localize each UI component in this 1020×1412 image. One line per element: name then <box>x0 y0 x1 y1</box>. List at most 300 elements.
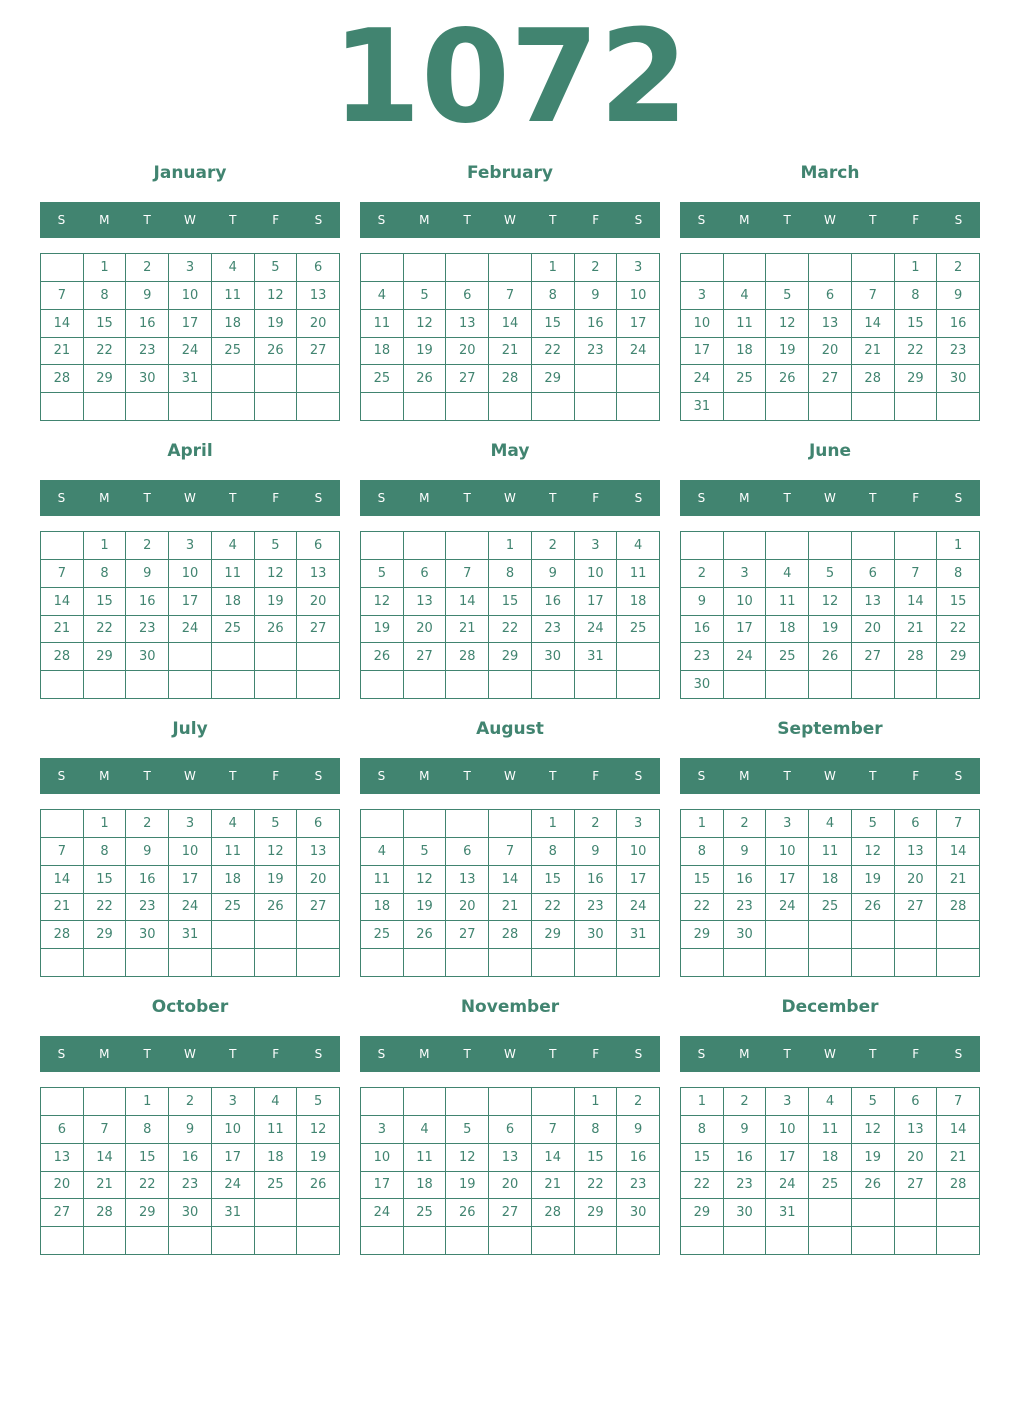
day-cell: 30 <box>169 1199 212 1227</box>
day-cell: 22 <box>895 338 938 366</box>
day-cell: 7 <box>84 1116 127 1144</box>
empty-day-cell <box>852 921 895 949</box>
day-grid <box>360 253 660 421</box>
day-cell: 10 <box>575 560 618 588</box>
day-cell: 27 <box>446 921 489 949</box>
month-name: November <box>460 997 560 1017</box>
day-cell: 18 <box>766 616 809 644</box>
day-cell: 11 <box>766 588 809 616</box>
day-cell: 29 <box>489 643 532 671</box>
day-grid <box>40 531 340 699</box>
day-cell: 22 <box>575 1172 618 1200</box>
day-cell: 22 <box>681 894 724 922</box>
weekday-label: M <box>419 213 430 227</box>
empty-day-cell <box>297 365 340 393</box>
weekday-label: T <box>463 1047 471 1061</box>
day-cell: 20 <box>41 1172 84 1200</box>
day-cell: 27 <box>297 616 340 644</box>
day-cell: 12 <box>255 838 298 866</box>
day-grid <box>40 253 340 421</box>
day-cell: 28 <box>446 643 489 671</box>
month-name: July <box>172 719 208 739</box>
day-cell: 1 <box>937 532 980 560</box>
weekday-header <box>680 758 980 794</box>
day-cell: 27 <box>489 1199 532 1227</box>
day-cell: 23 <box>724 894 767 922</box>
day-cell: 23 <box>126 338 169 366</box>
day-cell: 24 <box>617 338 660 366</box>
day-cell: 17 <box>766 866 809 894</box>
day-cell: 28 <box>41 643 84 671</box>
day-cell: 30 <box>532 643 575 671</box>
day-cell: 25 <box>212 894 255 922</box>
day-cell: 5 <box>255 810 298 838</box>
day-cell: 28 <box>41 921 84 949</box>
weekday-label: M <box>419 769 430 783</box>
weekday-label: W <box>184 1047 196 1061</box>
day-cell: 1 <box>532 810 575 838</box>
day-cell: 14 <box>84 1144 127 1172</box>
day-cell: 19 <box>766 338 809 366</box>
weekday-label: T <box>143 769 151 783</box>
weekday-label: F <box>912 213 920 227</box>
empty-day-cell <box>446 671 489 699</box>
day-cell: 17 <box>169 588 212 616</box>
day-cell: 27 <box>404 643 447 671</box>
day-cell: 4 <box>617 532 660 560</box>
day-cell: 14 <box>41 310 84 338</box>
day-cell: 11 <box>361 866 404 894</box>
day-cell: 6 <box>41 1116 84 1144</box>
weekday-label: T <box>229 491 237 505</box>
day-cell: 19 <box>404 894 447 922</box>
empty-day-cell <box>489 810 532 838</box>
day-cell: 3 <box>766 1088 809 1116</box>
empty-day-cell <box>297 921 340 949</box>
day-cell: 30 <box>617 1199 660 1227</box>
day-cell: 9 <box>681 588 724 616</box>
day-cell: 16 <box>532 588 575 616</box>
day-cell: 10 <box>617 282 660 310</box>
empty-day-cell <box>681 254 724 282</box>
empty-day-cell <box>895 1227 938 1255</box>
weekday-label: T <box>869 1047 877 1061</box>
day-cell: 3 <box>169 254 212 282</box>
day-cell: 18 <box>361 894 404 922</box>
day-cell: 23 <box>617 1172 660 1200</box>
day-cell: 9 <box>617 1116 660 1144</box>
empty-day-cell <box>446 532 489 560</box>
day-cell: 14 <box>937 1116 980 1144</box>
weekday-header <box>360 202 660 238</box>
day-cell: 8 <box>532 838 575 866</box>
empty-day-cell <box>809 921 852 949</box>
month-name: August <box>476 719 544 739</box>
empty-day-cell <box>489 1227 532 1255</box>
day-cell: 5 <box>255 254 298 282</box>
weekday-header <box>680 480 980 516</box>
day-cell: 21 <box>41 338 84 366</box>
day-cell: 7 <box>446 560 489 588</box>
weekday-label: F <box>272 491 280 505</box>
day-cell: 28 <box>41 365 84 393</box>
empty-day-cell <box>937 393 980 421</box>
weekday-label: F <box>592 769 600 783</box>
day-cell: 19 <box>852 866 895 894</box>
weekday-label: W <box>184 213 196 227</box>
day-cell: 12 <box>297 1116 340 1144</box>
day-cell: 10 <box>766 1116 809 1144</box>
day-cell: 17 <box>212 1144 255 1172</box>
day-cell: 21 <box>489 894 532 922</box>
day-cell: 2 <box>681 560 724 588</box>
day-cell: 6 <box>489 1116 532 1144</box>
day-cell: 13 <box>852 588 895 616</box>
day-cell: 24 <box>681 365 724 393</box>
weekday-label: W <box>184 769 196 783</box>
weekday-label: F <box>912 491 920 505</box>
day-cell: 6 <box>297 810 340 838</box>
weekday-label: S <box>377 769 386 783</box>
weekday-header <box>40 1036 340 1072</box>
day-cell: 6 <box>852 560 895 588</box>
empty-day-cell <box>766 393 809 421</box>
day-cell: 27 <box>446 365 489 393</box>
day-cell: 4 <box>212 810 255 838</box>
empty-day-cell <box>126 1227 169 1255</box>
day-cell: 12 <box>404 866 447 894</box>
day-cell: 1 <box>84 810 127 838</box>
empty-day-cell <box>937 1199 980 1227</box>
day-cell: 4 <box>809 1088 852 1116</box>
weekday-label: T <box>143 491 151 505</box>
day-cell: 22 <box>489 616 532 644</box>
day-cell: 25 <box>809 1172 852 1200</box>
day-cell: 21 <box>895 616 938 644</box>
weekday-label: F <box>272 213 280 227</box>
day-cell: 13 <box>446 866 489 894</box>
day-cell: 31 <box>766 1199 809 1227</box>
empty-day-cell <box>575 393 618 421</box>
day-cell: 11 <box>212 838 255 866</box>
day-cell: 26 <box>852 1172 895 1200</box>
empty-day-cell <box>895 393 938 421</box>
day-cell: 17 <box>169 866 212 894</box>
day-cell: 3 <box>575 532 618 560</box>
day-cell: 6 <box>297 532 340 560</box>
month-name: October <box>151 997 229 1017</box>
empty-day-cell <box>937 921 980 949</box>
day-cell: 29 <box>84 643 127 671</box>
day-cell: 17 <box>169 310 212 338</box>
day-cell: 12 <box>404 310 447 338</box>
day-cell: 18 <box>809 866 852 894</box>
day-cell: 11 <box>617 560 660 588</box>
weekday-label: F <box>912 769 920 783</box>
day-cell: 18 <box>404 1172 447 1200</box>
weekday-label: T <box>783 213 791 227</box>
empty-day-cell <box>255 643 298 671</box>
day-cell: 3 <box>617 254 660 282</box>
weekday-label: T <box>463 769 471 783</box>
empty-day-cell <box>895 532 938 560</box>
day-cell: 14 <box>489 310 532 338</box>
empty-day-cell <box>212 393 255 421</box>
empty-day-cell <box>361 393 404 421</box>
weekday-header <box>680 202 980 238</box>
day-cell: 23 <box>724 1172 767 1200</box>
day-cell: 30 <box>724 921 767 949</box>
empty-day-cell <box>404 671 447 699</box>
weekday-label: S <box>634 491 643 505</box>
weekday-label: W <box>504 1047 516 1061</box>
day-cell: 18 <box>617 588 660 616</box>
empty-day-cell <box>255 393 298 421</box>
day-cell: 11 <box>255 1116 298 1144</box>
day-cell: 19 <box>852 1144 895 1172</box>
day-cell: 28 <box>532 1199 575 1227</box>
day-grid <box>40 809 340 977</box>
day-cell: 7 <box>489 838 532 866</box>
weekday-label: T <box>869 213 877 227</box>
day-cell: 7 <box>852 282 895 310</box>
weekday-label: W <box>184 491 196 505</box>
empty-day-cell <box>809 1227 852 1255</box>
day-cell: 24 <box>212 1172 255 1200</box>
day-cell: 6 <box>446 282 489 310</box>
day-cell: 4 <box>361 282 404 310</box>
day-cell: 25 <box>212 616 255 644</box>
day-cell: 25 <box>809 894 852 922</box>
day-cell: 19 <box>255 588 298 616</box>
day-cell: 29 <box>681 1199 724 1227</box>
empty-day-cell <box>41 671 84 699</box>
day-cell: 27 <box>297 894 340 922</box>
empty-day-cell <box>766 532 809 560</box>
empty-day-cell <box>809 254 852 282</box>
weekday-label: T <box>463 491 471 505</box>
day-cell: 26 <box>255 616 298 644</box>
day-cell: 28 <box>84 1199 127 1227</box>
day-cell: 13 <box>446 310 489 338</box>
day-cell: 13 <box>41 1144 84 1172</box>
day-cell: 8 <box>681 838 724 866</box>
day-cell: 22 <box>532 894 575 922</box>
empty-day-cell <box>404 949 447 977</box>
day-cell: 24 <box>575 616 618 644</box>
day-cell: 29 <box>575 1199 618 1227</box>
day-cell: 15 <box>84 866 127 894</box>
day-cell: 17 <box>575 588 618 616</box>
day-cell: 25 <box>361 365 404 393</box>
weekday-label: S <box>57 213 66 227</box>
day-cell: 20 <box>895 866 938 894</box>
empty-day-cell <box>724 949 767 977</box>
day-cell: 29 <box>681 921 724 949</box>
empty-day-cell <box>126 949 169 977</box>
empty-day-cell <box>724 393 767 421</box>
day-cell: 8 <box>489 560 532 588</box>
day-cell: 13 <box>895 1116 938 1144</box>
empty-day-cell <box>617 365 660 393</box>
day-cell: 26 <box>255 894 298 922</box>
day-cell: 12 <box>255 560 298 588</box>
weekday-label: T <box>869 491 877 505</box>
empty-day-cell <box>255 949 298 977</box>
day-cell: 16 <box>724 866 767 894</box>
day-cell: 26 <box>297 1172 340 1200</box>
day-cell: 20 <box>297 310 340 338</box>
day-cell: 2 <box>724 1088 767 1116</box>
empty-day-cell <box>532 393 575 421</box>
weekday-label: S <box>634 213 643 227</box>
weekday-label: T <box>143 1047 151 1061</box>
weekday-label: S <box>314 213 323 227</box>
day-cell: 31 <box>617 921 660 949</box>
day-cell: 7 <box>41 282 84 310</box>
empty-day-cell <box>404 393 447 421</box>
day-cell: 20 <box>404 616 447 644</box>
weekday-label: M <box>419 491 430 505</box>
day-cell: 16 <box>575 866 618 894</box>
empty-day-cell <box>852 254 895 282</box>
weekday-label: T <box>229 769 237 783</box>
empty-day-cell <box>361 532 404 560</box>
day-cell: 23 <box>575 894 618 922</box>
empty-day-cell <box>575 949 618 977</box>
weekday-header <box>360 758 660 794</box>
day-cell: 30 <box>681 671 724 699</box>
day-cell: 17 <box>617 866 660 894</box>
day-cell: 10 <box>724 588 767 616</box>
day-cell: 5 <box>809 560 852 588</box>
weekday-label: M <box>739 491 750 505</box>
weekday-label: S <box>377 1047 386 1061</box>
empty-day-cell <box>937 671 980 699</box>
day-cell: 23 <box>937 338 980 366</box>
day-cell: 7 <box>489 282 532 310</box>
empty-day-cell <box>446 1088 489 1116</box>
day-cell: 12 <box>361 588 404 616</box>
day-cell: 13 <box>297 282 340 310</box>
weekday-header <box>40 480 340 516</box>
day-cell: 4 <box>212 532 255 560</box>
weekday-label: T <box>869 769 877 783</box>
day-cell: 17 <box>361 1172 404 1200</box>
empty-day-cell <box>532 1088 575 1116</box>
day-cell: 23 <box>169 1172 212 1200</box>
empty-day-cell <box>361 254 404 282</box>
day-cell: 7 <box>895 560 938 588</box>
day-cell: 22 <box>937 616 980 644</box>
day-cell: 18 <box>212 588 255 616</box>
weekday-header <box>680 1036 980 1072</box>
empty-day-cell <box>212 949 255 977</box>
empty-day-cell <box>809 393 852 421</box>
day-cell: 30 <box>126 643 169 671</box>
weekday-label: F <box>272 1047 280 1061</box>
day-cell: 15 <box>937 588 980 616</box>
weekday-label: S <box>57 769 66 783</box>
day-cell: 2 <box>126 810 169 838</box>
day-cell: 8 <box>84 282 127 310</box>
day-cell: 10 <box>617 838 660 866</box>
day-cell: 13 <box>297 560 340 588</box>
empty-day-cell <box>361 1088 404 1116</box>
day-cell: 8 <box>126 1116 169 1144</box>
day-cell: 7 <box>532 1116 575 1144</box>
day-cell: 13 <box>404 588 447 616</box>
day-cell: 20 <box>297 588 340 616</box>
weekday-label: S <box>634 769 643 783</box>
day-cell: 18 <box>361 338 404 366</box>
day-cell: 15 <box>895 310 938 338</box>
empty-day-cell <box>361 810 404 838</box>
weekday-label: S <box>954 769 963 783</box>
day-cell: 8 <box>532 282 575 310</box>
day-cell: 23 <box>681 643 724 671</box>
empty-day-cell <box>41 254 84 282</box>
weekday-label: M <box>99 213 110 227</box>
day-cell: 26 <box>255 338 298 366</box>
day-cell: 14 <box>852 310 895 338</box>
day-cell: 2 <box>724 810 767 838</box>
day-cell: 26 <box>809 643 852 671</box>
day-cell: 10 <box>681 310 724 338</box>
empty-day-cell <box>126 393 169 421</box>
day-cell: 1 <box>84 532 127 560</box>
empty-day-cell <box>212 643 255 671</box>
empty-day-cell <box>809 671 852 699</box>
month-name: May <box>490 441 530 461</box>
empty-day-cell <box>446 810 489 838</box>
day-cell: 18 <box>212 310 255 338</box>
day-cell: 1 <box>681 810 724 838</box>
weekday-header <box>360 1036 660 1072</box>
weekday-label: F <box>592 1047 600 1061</box>
weekday-label: S <box>697 213 706 227</box>
day-cell: 16 <box>169 1144 212 1172</box>
weekday-label: S <box>634 1047 643 1061</box>
day-cell: 16 <box>575 310 618 338</box>
empty-day-cell <box>361 1227 404 1255</box>
day-cell: 25 <box>617 616 660 644</box>
empty-day-cell <box>255 365 298 393</box>
day-cell: 20 <box>446 894 489 922</box>
day-cell: 11 <box>809 1116 852 1144</box>
day-cell: 21 <box>489 338 532 366</box>
empty-day-cell <box>575 1227 618 1255</box>
day-cell: 23 <box>575 338 618 366</box>
empty-day-cell <box>169 671 212 699</box>
empty-day-cell <box>446 393 489 421</box>
empty-day-cell <box>852 949 895 977</box>
day-cell: 7 <box>937 810 980 838</box>
day-grid <box>360 809 660 977</box>
day-cell: 22 <box>681 1172 724 1200</box>
day-cell: 19 <box>809 616 852 644</box>
day-cell: 17 <box>766 1144 809 1172</box>
day-cell: 19 <box>297 1144 340 1172</box>
day-cell: 14 <box>532 1144 575 1172</box>
day-cell: 19 <box>446 1172 489 1200</box>
empty-day-cell <box>809 532 852 560</box>
empty-day-cell <box>361 671 404 699</box>
weekday-label: T <box>783 491 791 505</box>
day-cell: 31 <box>681 393 724 421</box>
day-cell: 13 <box>895 838 938 866</box>
empty-day-cell <box>895 949 938 977</box>
